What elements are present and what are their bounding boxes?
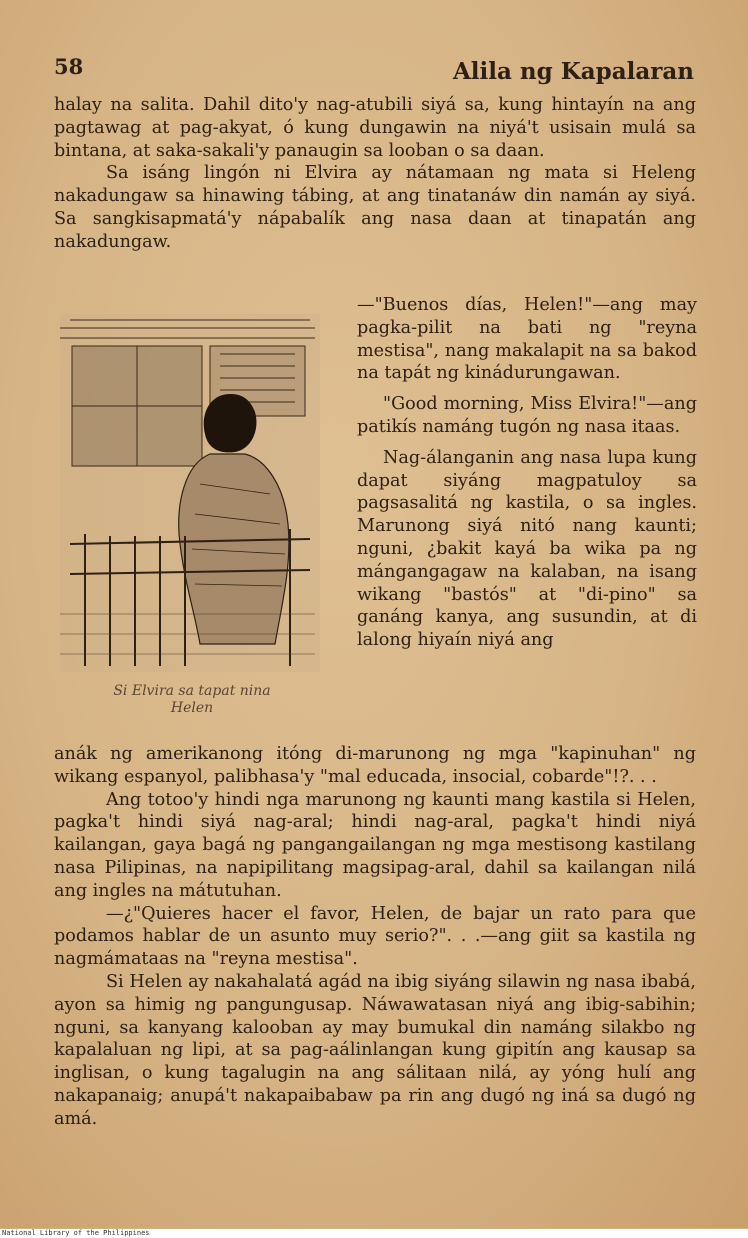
paragraph: —"Buenos días, Helen!"—ang may pagka-pilit na bati ng "reyna mestisa", nang makalapit na sa bakod na tapát ng kinádurungawan. — [357, 295, 697, 384]
caption-line: Helen — [170, 700, 214, 716]
caption-line: Si Elvira sa tapat nina — [113, 683, 271, 699]
page-number: 58 — [54, 54, 84, 79]
paragraph: —¿"Quieres hacer el favor, Helen, de bajar un rato para que podamos hablar de un asunto muy serio?". . .—ang giit sa kastila ng nagmámataas na "reyna mestisa". — [54, 903, 696, 970]
paragraph: Nag-álanganin ang nasa lupa kung dapat siyáng magpatuloy sa pagsasalitá ng kastila, o sa ingles. Marunong siyá nitó nang kaunti; nguni, ¿bakit kayá ba wika pa ng mángangagaw na kalaban, na isang wikang "bastós" at "di-pino" sa ganáng kanya, ang susundin, at di lalong hiyaín niyá ang — [357, 447, 697, 651]
column-text-block — [357, 294, 697, 652]
paragraph: halay na salita. Dahil dito'y nag-atubili siyá sa, kung hintayín na ang pagtawag at pag-akyat, ó kung dungawin na niyá't usisain mulá sa bintana, at saka-sakali'y panaugin sa looban o sa daan. — [54, 95, 696, 161]
paragraph: "Good morning, Miss Elvira!"—ang patikís namáng tugón ng nasa itaas. — [357, 394, 697, 437]
bottom-text-block — [54, 743, 696, 1131]
top-text-block — [54, 94, 696, 254]
paragraph: Ang totoo'y hindi nga marunong ng kaunti mang kastila si Helen, pagka't hindi siyá nag-aral; hindi nag-aral, pagka't hindi niyá kailangan, gaya bagá ng pangangailangan ng mga mestisong kastilang nasa Pilipinas, na napipilitang magsipag-aral, dahil sa kailangan nilá ang ingles na mátutuhan. — [54, 789, 696, 901]
paragraph: Sa isáng lingón ni Elvira ay nátamaan ng mata si Heleng nakadungaw sa hinawing tábing, at ang tinatanáw din namán ay siyá. Sa sangkisapmatá'y nápabalík ang nasa daan at tinapatán ang nakadungaw. — [54, 163, 696, 252]
paragraph: Si Helen ay nakahalatá agád na ibig siyáng silawin ng nasa ibabá, ayon sa himig ng pangungusap. Náwawatasan niyá ang ibig-sabihin; nguni, sa kanyang kalooban ay may bumukal din namáng silakbo ng kapalaluan ng lipi, at sa pag-aálinlangan kung gipitín ang kausap sa inglisan, o kung tagalugin na ang sálitaan nilá, ay yóng hulí ang nakapanaig; anupá't nakapaibabaw pa rin ang dugó ng iná sa dugó ng amá. — [54, 971, 696, 1129]
illustration-caption — [58, 683, 326, 717]
running-head: Alila ng Kapalaran — [452, 58, 694, 85]
paragraph: anák ng amerikanong itóng di-marunong ng mga "kapinuhan" ng wikang espanyol, palibhasa'y "mal educada, insocial, cobarde"!?. . . — [54, 744, 696, 787]
footer-credit: National Library of the Philippines — [0, 1229, 748, 1238]
illustration-elvira — [60, 314, 320, 672]
